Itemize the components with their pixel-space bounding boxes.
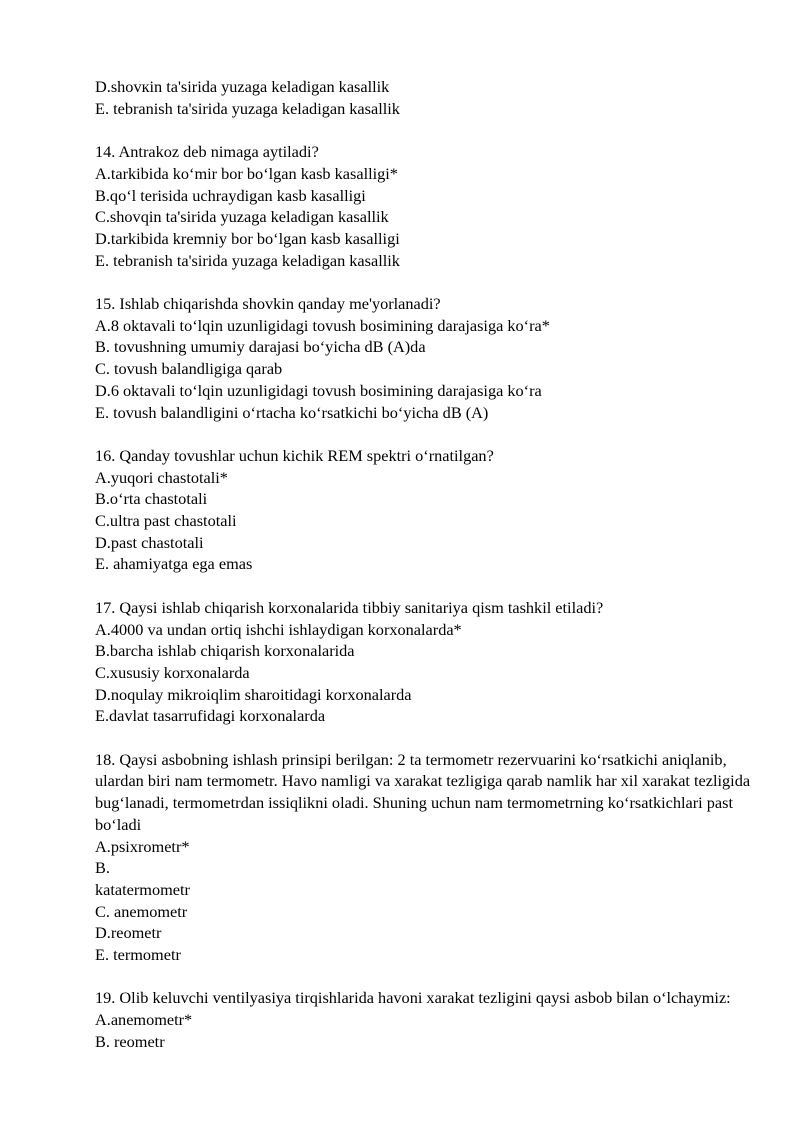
option-b: B.o‘rta chastotali xyxy=(95,489,208,509)
option-b: B.qo‘l terisida uchraydigan kasb kasalligi xyxy=(95,185,366,205)
question-text: 14. Antrakoz deb nimaga aytiladi? xyxy=(95,142,319,162)
option-b: B. tovushning umumiy darajasi bo‘yicha dB (A)da xyxy=(95,337,426,357)
option-a: A.4000 va undan ortiq ishchi ishlaydigan korxonalarda* xyxy=(95,619,462,639)
option-b-continuation: katatermometr xyxy=(95,879,190,899)
option-e: E. termometr xyxy=(95,945,181,965)
option-e: E. tebranish ta'sirida yuzaga keladigan kasallik xyxy=(95,98,400,118)
previous-question-options xyxy=(95,76,755,119)
option-c: C. anemometr xyxy=(95,901,188,921)
question-15 xyxy=(95,293,755,423)
option-b: B. xyxy=(95,858,110,878)
spacer xyxy=(95,966,755,988)
question-text: 18. Qaysi asbobning ishlash prinsipi berilgan: 2 ta termometr rezervuarini ko‘rsatkichi aniqlanib, ulardan biri nam termometr. Havo namligi va xarakat tezligiga qarab namlik har xil xarakat tezligida bug‘lanadi, termometrdan issiqlikni oladi. Shuning uchun nam termometrning ko‘rsatkichlari past bo‘ladi xyxy=(95,749,751,834)
question-text: 16. Qanday tovushlar uchun kichik REM spektri o‘rnatilgan? xyxy=(95,445,494,465)
option-e: E. ahamiyatga ega emas xyxy=(95,554,253,574)
option-d: D.reometr xyxy=(95,923,162,943)
option-e: E. tovush balandligini o‘rtacha ko‘rsatkichi bo‘yicha dB (A) xyxy=(95,402,489,422)
spacer xyxy=(95,423,755,445)
question-text: 17. Qaysi ishlab chiqarish korxonalarida tibbiy sanitariya qism tashkil etiladi? xyxy=(95,597,604,617)
option-d: D.past chastotali xyxy=(95,532,204,552)
option-a: A.yuqori chastotali* xyxy=(95,467,228,487)
option-c: C.xususiy korxonalarda xyxy=(95,662,250,682)
option-a: A.anemometr* xyxy=(95,1010,193,1030)
option-d: D.noqulay mikroiqlim sharoitidagi korxonalarda xyxy=(95,684,412,704)
option-d: D.6 oktavali to‘lqin uzunligidagi tovush bosimining darajasiga ko‘ra xyxy=(95,380,542,400)
option-a: A.8 oktavali to‘lqin uzunligidagi tovush bosimining darajasiga ko‘ra* xyxy=(95,315,550,335)
question-text: 19. Olib keluvchi ventilyasiya tirqishlarida havoni xarakat tezligini qaysi asbob bilan o‘lchaymiz: xyxy=(95,988,731,1008)
spacer xyxy=(95,727,755,749)
option-b: B.barcha ishlab chiqarish korxonalarida xyxy=(95,641,355,661)
spacer xyxy=(95,575,755,597)
option-a: A.psixrometr* xyxy=(95,836,190,856)
question-text: 15. Ishlab chiqarishda shovkin qanday me'yorlanadi? xyxy=(95,294,441,313)
option-c: C.shovqin ta'sirida yuzaga keladigan kasallik xyxy=(95,207,389,227)
option-c: C.ultra past chastotali xyxy=(95,511,237,531)
question-18 xyxy=(95,749,755,966)
option-e: E.davlat tasarrufidagi korxonalarda xyxy=(95,706,326,726)
option-a: A.tarkibida ko‘mir bor bo‘lgan kasb kasalligi* xyxy=(95,163,398,183)
option-b: B. reometr xyxy=(95,1031,165,1051)
question-14 xyxy=(95,141,755,271)
option-c: C. tovush balandligiga qarab xyxy=(95,359,283,379)
spacer xyxy=(95,119,755,141)
option-d: D.shovкin ta'sirida yuzaga keladigan kasallik xyxy=(95,77,390,96)
question-19 xyxy=(95,987,755,1052)
spacer xyxy=(95,271,755,293)
option-d: D.tarkibida kremniy bor bo‘lgan kasb kasalligi xyxy=(95,228,400,248)
document-page xyxy=(95,76,755,1053)
question-16 xyxy=(95,445,755,575)
option-e: E. tebranish ta'sirida yuzaga keladigan kasallik xyxy=(95,250,400,270)
question-17 xyxy=(95,597,755,727)
